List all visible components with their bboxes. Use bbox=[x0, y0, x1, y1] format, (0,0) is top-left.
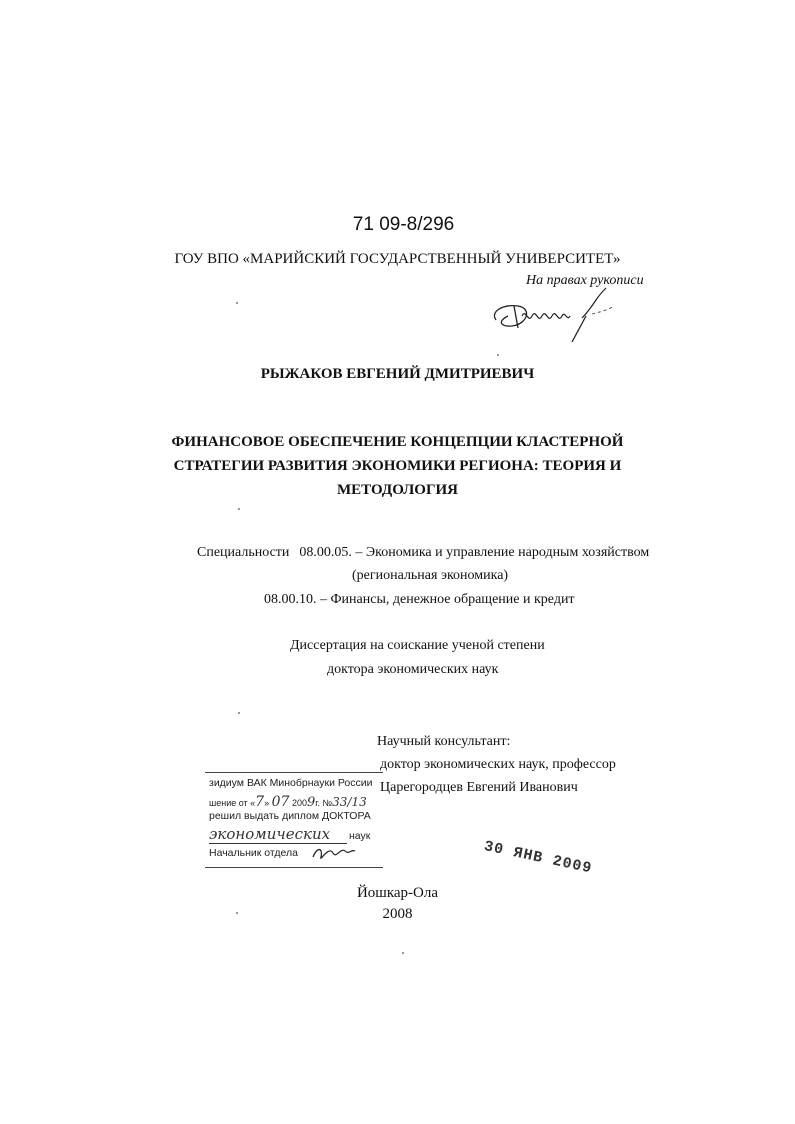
dissertation-degree-line-2: доктора экономических наук bbox=[327, 662, 499, 677]
consultant-name: Царегородцев Евгений Иванович bbox=[380, 780, 578, 795]
title-line: МЕТОДОЛОГИЯ bbox=[336, 482, 459, 498]
specialty-line-1 bbox=[197, 545, 649, 561]
consultant-degree: доктор экономических наук, профессор bbox=[380, 757, 616, 772]
stamp-line-5: Начальник отдела bbox=[209, 847, 298, 859]
stamp-signature-icon bbox=[309, 841, 357, 865]
scan-speck bbox=[238, 508, 240, 510]
stamp-handwritten-field: экономических bbox=[209, 825, 331, 843]
specialty-line-2: (региональная экономика) bbox=[352, 568, 509, 583]
university-name: ГОУ ВПО «МАРИЙСКИЙ ГОСУДАРСТВЕННЫЙ УНИВЕРСИТЕТ» bbox=[174, 251, 621, 267]
specialty-code-1: 08.00.05. – Экономика и управление народным хозяйством bbox=[299, 545, 650, 560]
author-name: РЫЖАКОВ ЕВГЕНИЙ ДМИТРИЕВИЧ bbox=[260, 366, 535, 382]
author-signature-icon bbox=[488, 286, 638, 348]
title-line: СТРАТЕГИИ РАЗВИТИЯ ЭКОНОМИКИ РЕГИОНА: ТЕОРИЯ И bbox=[173, 458, 622, 474]
scan-speck bbox=[236, 302, 238, 304]
specialty-label: Специальности bbox=[197, 545, 290, 560]
scan-speck bbox=[238, 712, 240, 714]
title-line: ФИНАНСОВОЕ ОБЕСПЕЧЕНИЕ КОНЦЕПЦИИ КЛАСТЕРНОЙ bbox=[171, 434, 624, 450]
stamp-line-4-suffix: наук bbox=[349, 830, 371, 842]
city: Йошкар-Ола bbox=[356, 885, 439, 901]
stamp-line-1: зидиум ВАК Минобрнауки России bbox=[209, 777, 373, 789]
dissertation-degree-line-1: Диссертация на соискание ученой степени bbox=[290, 638, 545, 653]
scan-speck bbox=[236, 912, 238, 914]
vak-approval-stamp bbox=[205, 772, 383, 868]
scan-speck bbox=[402, 952, 404, 954]
specialty-line-3: 08.00.10. – Финансы, денежное обращение и кредит bbox=[264, 592, 575, 607]
received-date-stamp: 30 ЯНВ 2009 bbox=[482, 838, 594, 878]
consultant-label: Научный консультант: bbox=[377, 734, 511, 749]
document-code: 71 09-8/296 bbox=[352, 214, 455, 235]
scan-speck bbox=[497, 354, 499, 356]
year: 2008 bbox=[382, 906, 413, 922]
stamp-line-2: шение от «7» 07 2009г. №33/13 bbox=[209, 794, 367, 810]
dissertation-title bbox=[0, 430, 795, 502]
stamp-line-3: решил выдать диплом ДОКТОРА bbox=[209, 810, 371, 822]
manuscript-rights-note: На правах рукописи bbox=[526, 273, 644, 288]
